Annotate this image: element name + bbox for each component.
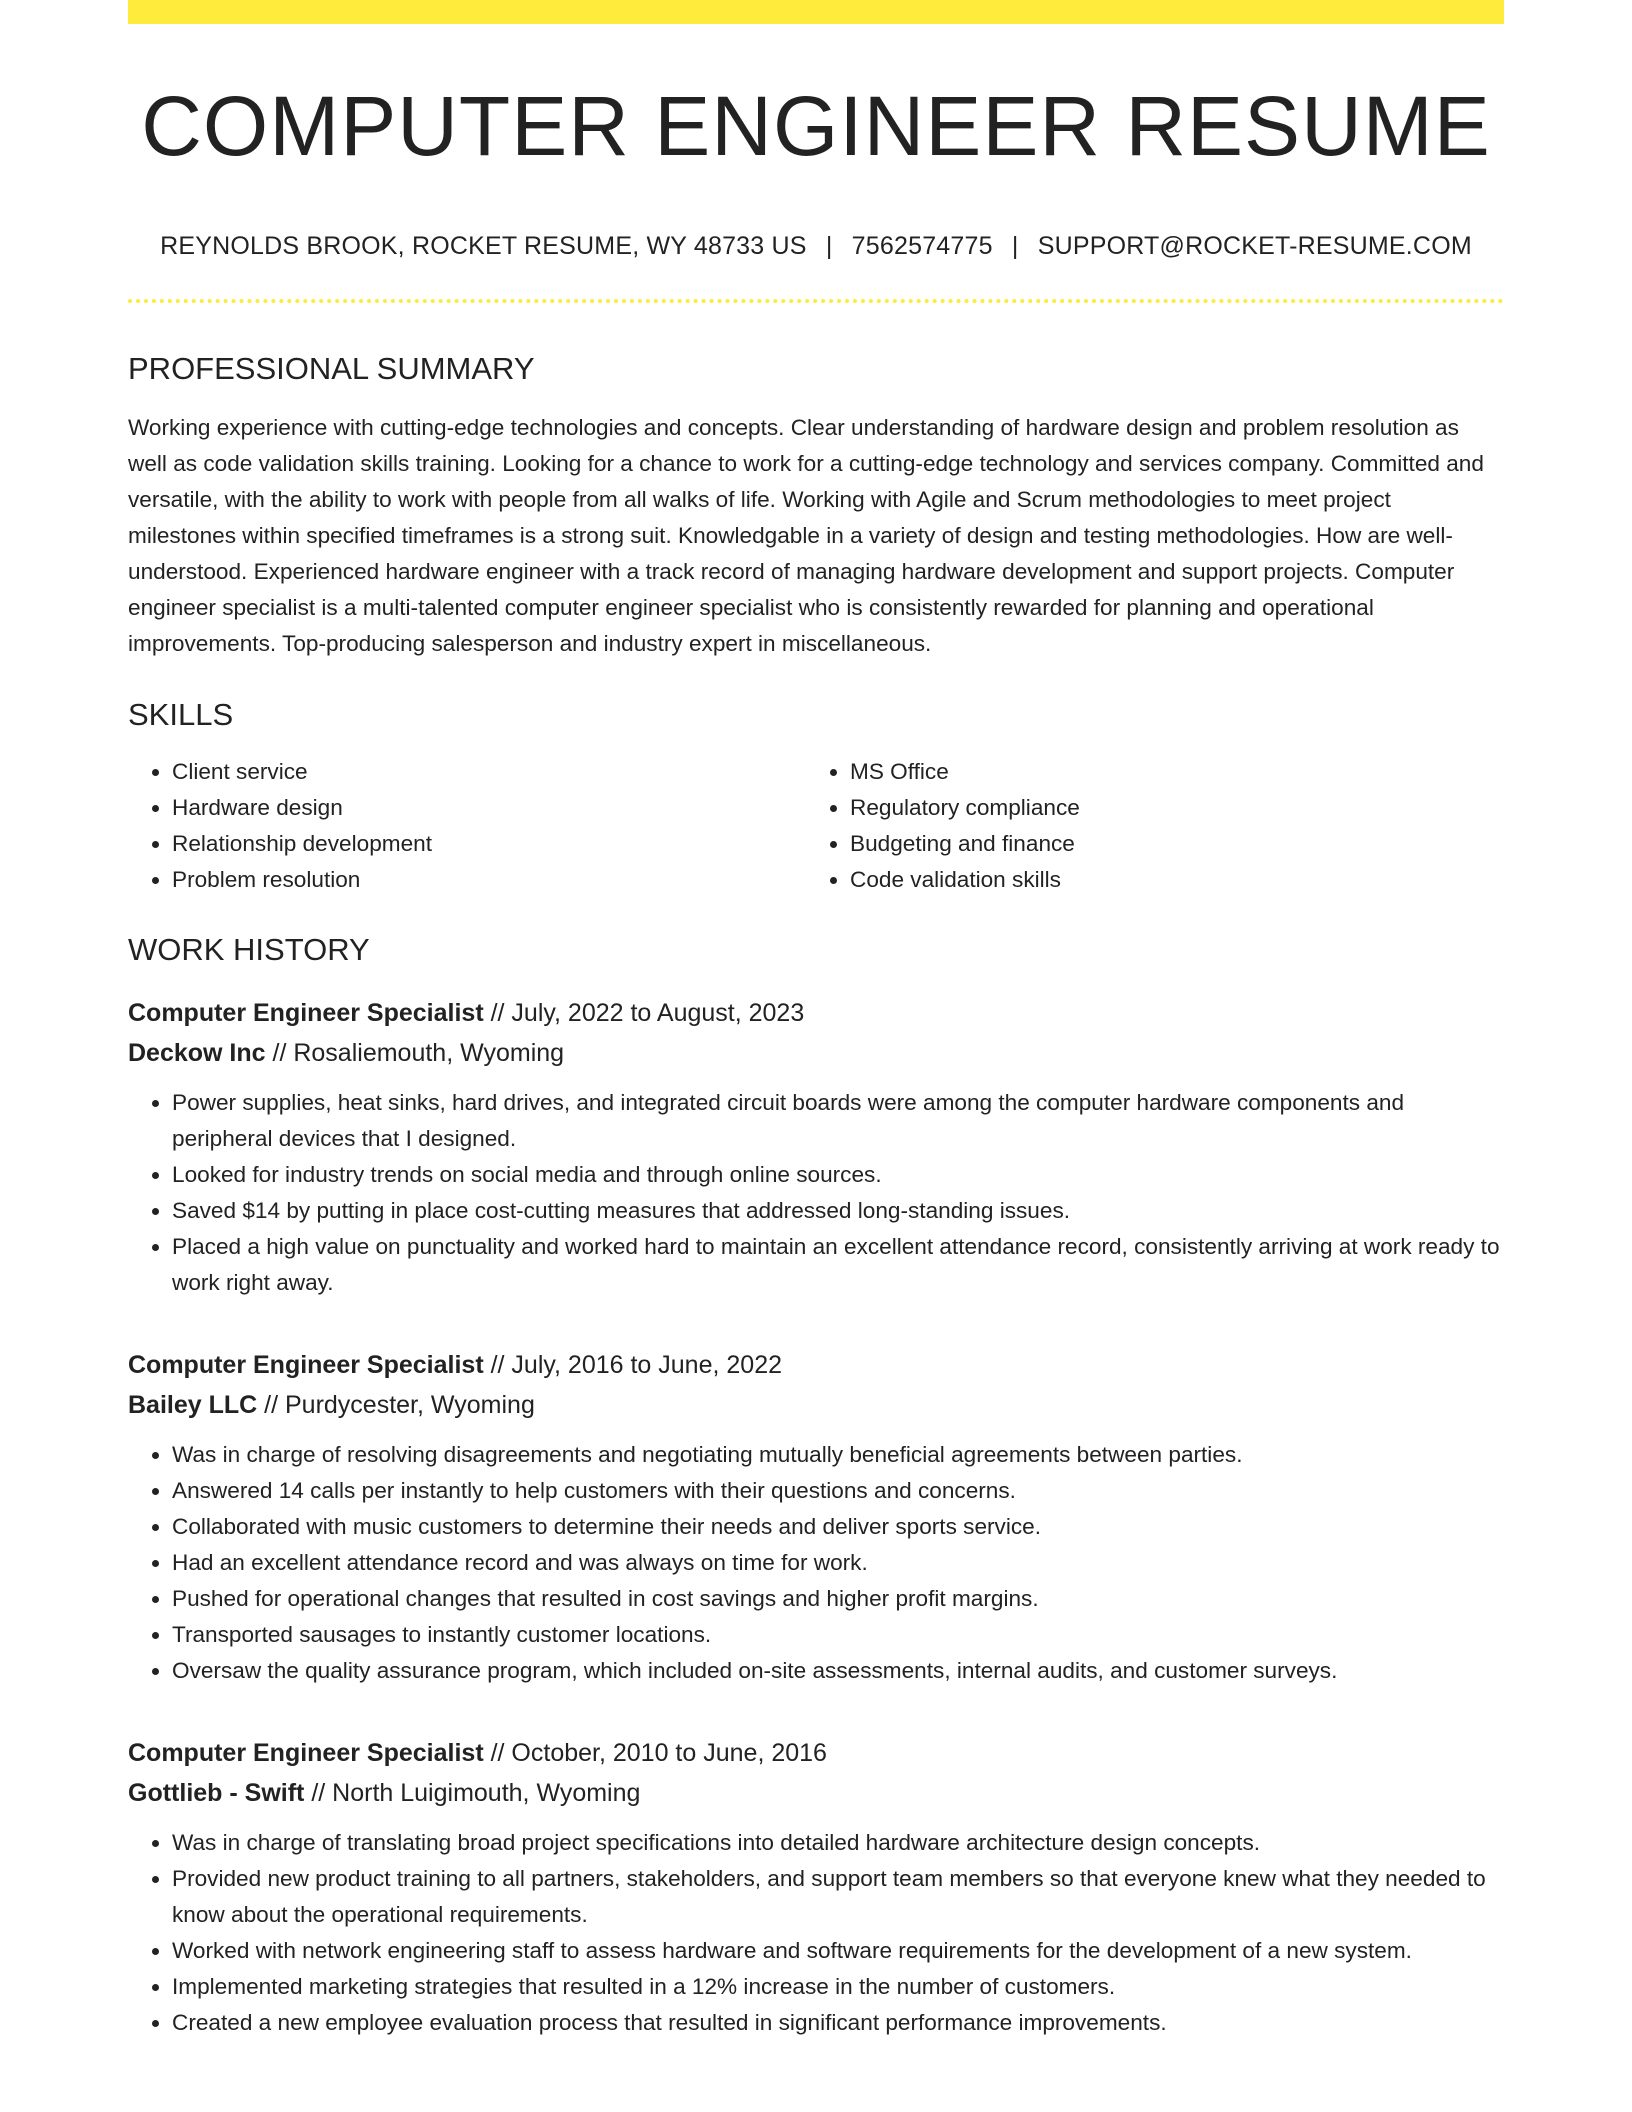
contact-separator: |	[1011, 232, 1019, 260]
skill-item: • Budgeting and finance	[850, 826, 1484, 862]
job-bullet: • Implemented marketing strategies that resulted in a 12% increase in the number of customers.	[172, 1969, 1504, 2005]
skill-item: • Client service	[172, 754, 806, 790]
job-bullet: • Transported sausages to instantly customer locations.	[172, 1617, 1504, 1653]
skill-item: • Regulatory compliance	[850, 790, 1484, 826]
job-bullet: • Answered 14 calls per instantly to help customers with their questions and concerns.	[172, 1473, 1504, 1509]
job-bullets	[128, 1825, 1504, 2041]
job-bullet: • Oversaw the quality assurance program, which included on-site assessments, internal audits, and customer surveys.	[172, 1653, 1504, 1689]
skills-column-right	[806, 754, 1484, 898]
job-company-line	[128, 1773, 1504, 1813]
job-bullet: • Created a new employee evaluation process that resulted in significant performance improvements.	[172, 2005, 1504, 2041]
job-company: Gottlieb - Swift	[128, 1779, 305, 1807]
resume-page	[128, 0, 1504, 2041]
contact-phone: 7562574775	[851, 232, 993, 260]
summary-heading: PROFESSIONAL SUMMARY	[128, 351, 535, 386]
job-entry	[128, 1345, 1504, 1689]
contact-separator: |	[825, 232, 833, 260]
resume-title: COMPUTER ENGINEER RESUME	[141, 79, 1491, 173]
job-bullet: • Collaborated with music customers to determine their needs and deliver sports service.	[172, 1509, 1504, 1545]
job-bullet: • Looked for industry trends on social media and through online sources.	[172, 1157, 1504, 1193]
job-bullet: • Worked with network engineering staff to assess hardware and software requirements for the development of a new system.	[172, 1933, 1504, 1969]
job-title: Computer Engineer Specialist	[128, 1351, 484, 1379]
job-entry	[128, 993, 1504, 1301]
job-bullet: • Pushed for operational changes that resulted in cost savings and higher profit margins.	[172, 1581, 1504, 1617]
job-bullet: • Placed a high value on punctuality and worked hard to maintain an excellent attendance record, consistently arriving at work ready to work right away.	[172, 1229, 1504, 1301]
skills-column-left	[128, 754, 806, 898]
job-bullet: • Was in charge of translating broad project specifications into detailed hardware architecture design concepts.	[172, 1825, 1504, 1861]
job-title: Computer Engineer Specialist	[128, 999, 484, 1027]
job-bullet: • Was in charge of resolving disagreements and negotiating mutually beneficial agreements between parties.	[172, 1437, 1504, 1473]
skill-item: • Relationship development	[172, 826, 806, 862]
job-dates: // July, 2022 to August, 2023	[490, 999, 805, 1027]
job-entry	[128, 1733, 1504, 2041]
job-bullets	[128, 1085, 1504, 1301]
job-title: Computer Engineer Specialist	[128, 1739, 484, 1767]
skills-list	[128, 754, 1504, 898]
summary-text: Working experience with cutting-edge technologies and concepts. Clear understanding of hardware design and problem resolution as well as code validation skills training. Looking for a chance to work for a cutting-edge technology and services company. Committed and versatile, with the ability to work with people from all walks of life. Working with Agile and Scrum methodologies to meet project milestones within specified timeframes is a strong suit. Knowledgable in a variety of design and testing methodologies. How are well-understood. Experienced hardware engineer with a track record of managing hardware development and support projects. Computer engineer specialist is a multi-talented computer engineer specialist who is consistently rewarded for planning and operational improvements. Top-producing salesperson and industry expert in miscellaneous.	[128, 415, 1484, 656]
job-location: // Rosaliemouth, Wyoming	[272, 1039, 565, 1067]
job-company: Bailey LLC	[128, 1391, 258, 1419]
contact-email: SUPPORT@ROCKET-RESUME.COM	[1037, 232, 1472, 260]
job-title-line	[128, 993, 1504, 1033]
skill-item: • Hardware design	[172, 790, 806, 826]
job-dates: // July, 2016 to June, 2022	[490, 1351, 782, 1379]
contact-address: REYNOLDS BROOK, ROCKET RESUME, WY 48733 US	[160, 232, 807, 260]
job-company: Deckow Inc	[128, 1039, 266, 1067]
dotted-divider	[128, 299, 1504, 303]
job-bullet: • Had an excellent attendance record and was always on time for work.	[172, 1545, 1504, 1581]
job-bullet: • Saved $14 by putting in place cost-cutting measures that addressed long-standing issues.	[172, 1193, 1504, 1229]
job-location: // North Luigimouth, Wyoming	[311, 1779, 641, 1807]
skill-item: • Problem resolution	[172, 862, 806, 898]
skill-item: • Code validation skills	[850, 862, 1484, 898]
skills-heading: SKILLS	[128, 697, 234, 732]
skill-item: • MS Office	[850, 754, 1484, 790]
job-dates: // October, 2010 to June, 2016	[490, 1739, 827, 1767]
contact-line	[128, 232, 1504, 261]
top-accent-bar	[128, 0, 1504, 24]
job-bullets	[128, 1437, 1504, 1689]
job-company-line	[128, 1385, 1504, 1425]
job-title-line	[128, 1733, 1504, 1773]
job-title-line	[128, 1345, 1504, 1385]
job-company-line	[128, 1033, 1504, 1073]
job-location: // Purdycester, Wyoming	[264, 1391, 535, 1419]
job-bullet: • Power supplies, heat sinks, hard drives, and integrated circuit boards were among the computer hardware components and peripheral devices that I designed.	[172, 1085, 1504, 1157]
job-bullet: • Provided new product training to all partners, stakeholders, and support team members so that everyone knew what they needed to know about the operational requirements.	[172, 1861, 1504, 1933]
work-history-heading: WORK HISTORY	[128, 932, 370, 967]
